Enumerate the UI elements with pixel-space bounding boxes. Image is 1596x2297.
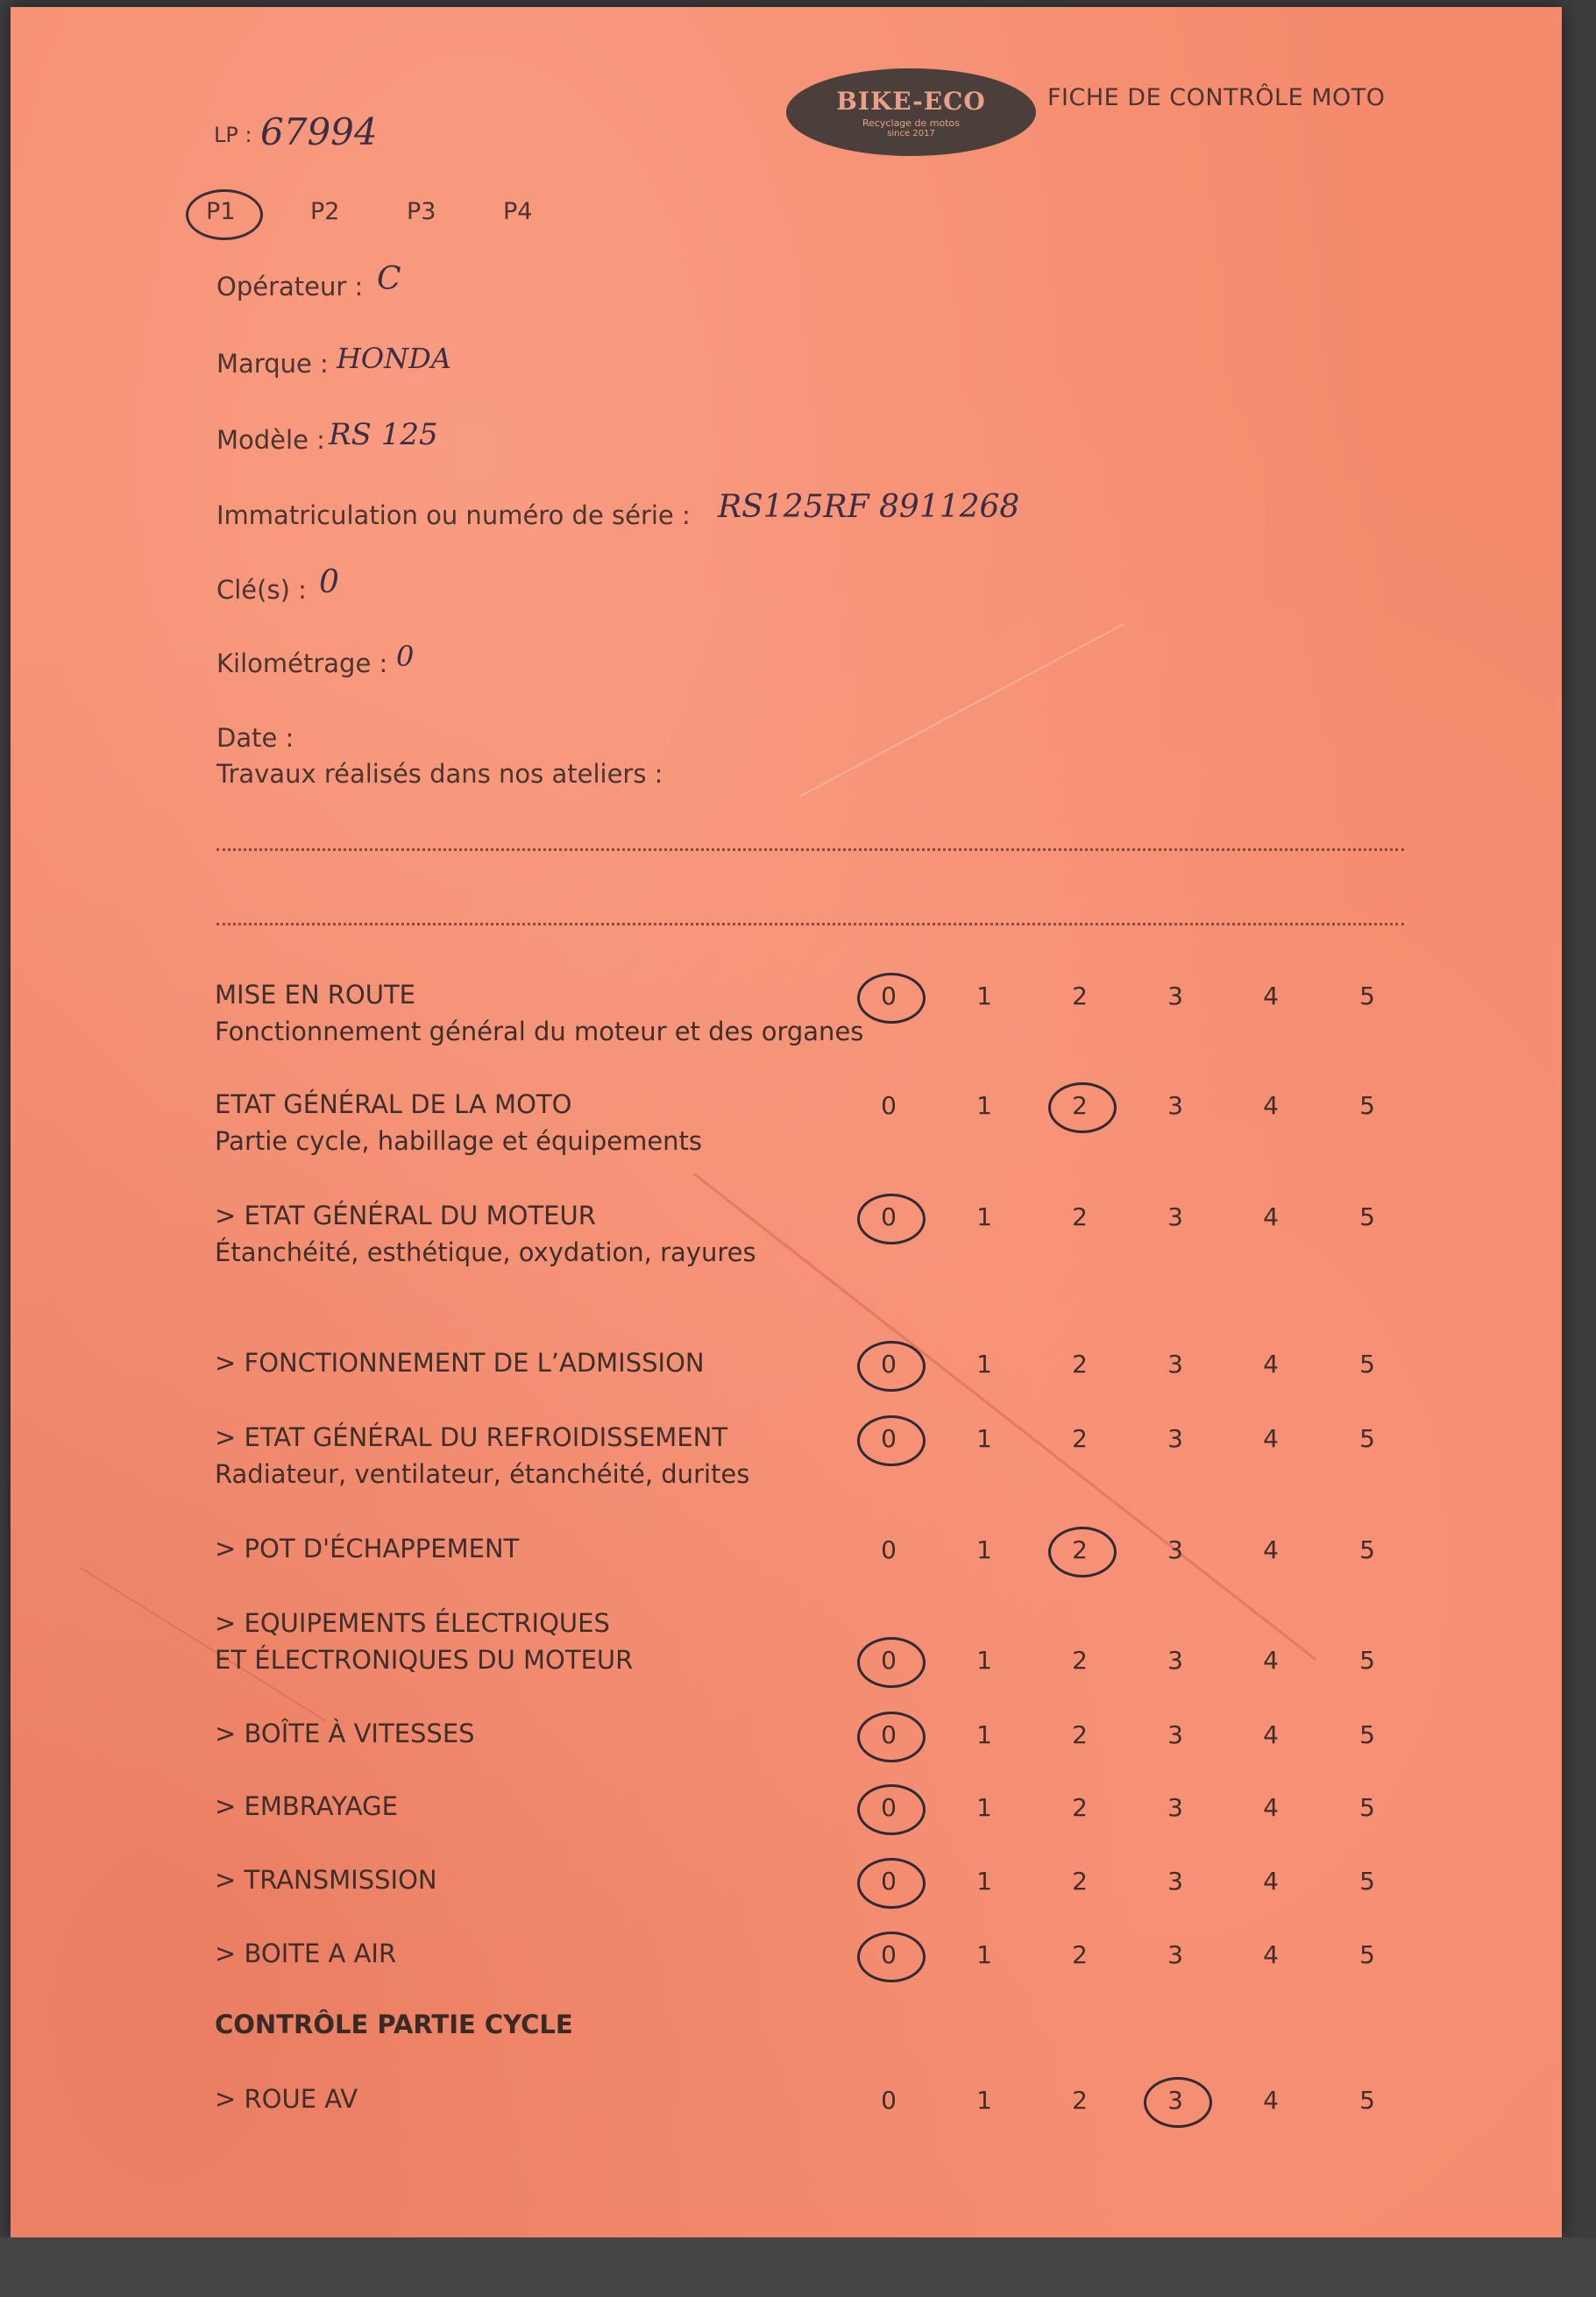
cles-value[interactable]: 0 [319,564,339,600]
date-label: Date : [216,723,294,753]
rating-row-score-2[interactable]: 2 [1072,1646,1088,1675]
rating-row-score-2[interactable]: 2 [1072,1091,1088,1120]
rating-row-title: ETAT GÉNÉRAL DE LA MOTO [215,1089,572,1119]
rating-row-score-1[interactable]: 1 [976,1940,992,1969]
modele-label: Modèle : [216,425,325,455]
rating-row-score-2[interactable]: 2 [1072,1940,1088,1969]
rating-row-score-2[interactable]: 2 [1072,1535,1088,1564]
rating-row-score-2[interactable]: 2 [1072,1793,1088,1822]
rating-row-title: > POT D'ÉCHAPPEMENT [215,1534,520,1563]
rating-row-subtitle: Radiateur, ventilateur, étanchéité, durites [215,1459,750,1489]
position-option-p4[interactable]: P4 [503,198,533,225]
rating-row-title: > EQUIPEMENTS ÉLECTRIQUES [215,1608,610,1638]
rating-row-score-2[interactable]: 2 [1072,1720,1088,1749]
rating-row-score-0[interactable]: 0 [881,1646,897,1675]
immatriculation-value[interactable]: RS125RF 8911268 [718,489,1020,525]
rating-row-selected-score-circle [857,1858,926,1909]
rating-row-score-1[interactable]: 1 [976,1350,992,1379]
travaux-label: Travaux réalisés dans nos ateliers : [216,759,663,789]
rating-row-selected-score-circle [857,1415,926,1466]
bike-eco-logo [786,68,1036,156]
immatriculation-label: Immatriculation ou numéro de série : [216,500,691,530]
rating-row-score-5[interactable]: 5 [1359,1940,1375,1969]
rating-row-score-5[interactable]: 5 [1359,1646,1375,1675]
rating-row-score-3[interactable]: 3 [1167,1940,1183,1969]
rating-row-title: > FONCTIONNEMENT DE L’ADMISSION [215,1348,705,1378]
rating-row-title: > ETAT GÉNÉRAL DU REFROIDISSEMENT [215,1422,728,1452]
rating-row-score-0[interactable]: 0 [881,1867,897,1896]
cycle-row-score-5[interactable]: 5 [1359,2086,1375,2115]
rating-row-score-4[interactable]: 4 [1263,1793,1279,1822]
cycle-row-score-4[interactable]: 4 [1263,2086,1279,2115]
rating-row-title: > TRANSMISSION [215,1865,437,1895]
rating-row-score-5[interactable]: 5 [1359,1424,1375,1453]
rating-row-score-1[interactable]: 1 [976,1646,992,1675]
cycle-row-score-1[interactable]: 1 [976,2086,992,2115]
rating-row-selected-score-circle [857,1194,926,1244]
position-option-p2[interactable]: P2 [310,198,340,225]
operateur-label: Opérateur : [216,272,364,301]
rating-row-score-3[interactable]: 3 [1167,1350,1183,1379]
modele-value[interactable]: RS 125 [329,417,438,452]
rating-row-score-0[interactable]: 0 [881,1535,897,1564]
position-option-p1[interactable]: P1 [206,198,236,225]
rating-row-selected-score-circle [857,1637,926,1688]
rating-row-score-4[interactable]: 4 [1263,1202,1279,1231]
cycle-row-selected-score-circle [1144,2077,1212,2128]
logo-tagline: Recyclage de motos [862,117,961,129]
rating-row-score-1[interactable]: 1 [976,1424,992,1453]
cles-label: Clé(s) : [216,575,307,605]
paper-crease [693,1173,1316,1660]
rating-row-score-2[interactable]: 2 [1072,1424,1088,1453]
rating-row-score-5[interactable]: 5 [1359,1867,1375,1896]
rating-row-score-3[interactable]: 3 [1167,1720,1183,1749]
rating-row-score-1[interactable]: 1 [976,1793,992,1822]
rating-row-score-5[interactable]: 5 [1359,1202,1375,1231]
rating-row-score-4[interactable]: 4 [1263,1535,1279,1564]
logo-since: since 2017 [887,128,935,138]
rating-row-score-5[interactable]: 5 [1359,1720,1375,1749]
rating-row-subtitle: ET ÉLECTRONIQUES DU MOTEUR [215,1645,634,1675]
rating-row-score-0[interactable]: 0 [881,1424,897,1453]
marque-value[interactable]: HONDA [337,342,451,375]
cycle-row-title: > ROUE AV [215,2084,358,2114]
rating-row-title: > BOITE A AIR [215,1939,397,1968]
rating-row-score-4[interactable]: 4 [1263,1091,1279,1120]
rating-row-score-1[interactable]: 1 [976,1720,992,1749]
rating-row-score-4[interactable]: 4 [1263,1940,1279,1969]
rating-row-title: > BOÎTE À VITESSES [215,1719,475,1748]
rating-row-score-2[interactable]: 2 [1072,1202,1088,1231]
rating-row-selected-score-circle [857,1784,926,1835]
rating-row-score-4[interactable]: 4 [1263,1720,1279,1749]
rating-row-score-5[interactable]: 5 [1359,982,1375,1010]
rating-row-selected-score-circle [857,1712,926,1762]
cycle-row-score-3[interactable]: 3 [1167,2086,1183,2115]
paper-crease [799,623,1125,798]
operateur-value[interactable]: C [377,261,401,297]
rating-row-score-1[interactable]: 1 [976,1202,992,1231]
rating-row-selected-score-circle [1048,1527,1117,1577]
position-option-p3[interactable]: P3 [407,198,436,225]
travaux-line-1[interactable] [216,848,1404,851]
rating-row-score-4[interactable]: 4 [1263,1350,1279,1379]
rating-row-score-4[interactable]: 4 [1263,1424,1279,1453]
rating-row-subtitle: Partie cycle, habillage et équipements [215,1126,703,1156]
travaux-line-2[interactable] [216,923,1404,925]
rating-row-subtitle: Étanchéité, esthétique, oxydation, rayures [215,1237,756,1267]
rating-row-title: > ETAT GÉNÉRAL DU MOTEUR [215,1201,596,1230]
rating-row-score-0[interactable]: 0 [881,1793,897,1822]
rating-row-selected-score-circle [857,1341,926,1392]
rating-row-score-3[interactable]: 3 [1167,1424,1183,1453]
rating-row-score-2[interactable]: 2 [1072,1867,1088,1896]
rating-row-score-2[interactable]: 2 [1072,982,1088,1010]
control-sheet [11,7,1562,2237]
rating-row-selected-score-circle [857,973,926,1024]
rating-row-selected-score-circle [1048,1082,1117,1133]
rating-row-title: > EMBRAYAGE [215,1791,398,1821]
logo-brand: BIKE-ECO [836,86,986,116]
cycle-row-score-2[interactable]: 2 [1072,2086,1088,2115]
kilometrage-value[interactable]: 0 [396,640,415,673]
rating-row-score-4[interactable]: 4 [1263,982,1279,1010]
rating-row-score-1[interactable]: 1 [976,982,992,1010]
rating-row-score-2[interactable]: 2 [1072,1350,1088,1379]
rating-row-score-5[interactable]: 5 [1359,1091,1375,1120]
kilometrage-label: Kilométrage : [216,649,388,678]
rating-row-score-5[interactable]: 5 [1359,1793,1375,1822]
cycle-row-score-0[interactable]: 0 [881,2086,897,2115]
rating-row-score-3[interactable]: 3 [1167,1646,1183,1675]
rating-row-score-1[interactable]: 1 [976,1867,992,1896]
rating-row-score-3[interactable]: 3 [1167,1867,1183,1896]
lp-value: 67994 [260,110,378,153]
rating-row-score-5[interactable]: 5 [1359,1350,1375,1379]
rating-row-score-1[interactable]: 1 [976,1535,992,1564]
lp-label: LP : [214,123,252,147]
rating-row-score-0[interactable]: 0 [881,1202,897,1231]
rating-row-score-3[interactable]: 3 [1167,1793,1183,1822]
rating-row-score-0[interactable]: 0 [881,982,897,1010]
rating-row-score-3[interactable]: 3 [1167,1202,1183,1231]
rating-row-score-3[interactable]: 3 [1167,982,1183,1010]
rating-row-score-0[interactable]: 0 [881,1720,897,1749]
rating-row-score-0[interactable]: 0 [881,1091,897,1120]
rating-row-score-5[interactable]: 5 [1359,1535,1375,1564]
rating-row-score-0[interactable]: 0 [881,1940,897,1969]
sheet-title: FICHE DE CONTRÔLE MOTO [1047,84,1386,111]
rating-row-score-0[interactable]: 0 [881,1350,897,1379]
rating-row-title: MISE EN ROUTE [215,980,415,1010]
section-heading-partie-cycle: CONTRÔLE PARTIE CYCLE [215,2010,573,2039]
rating-row-score-3[interactable]: 3 [1167,1091,1183,1120]
background-surface [0,2237,1596,2297]
rating-row-score-3[interactable]: 3 [1167,1535,1183,1564]
rating-row-selected-score-circle [857,1932,926,1982]
rating-row-score-1[interactable]: 1 [976,1091,992,1120]
rating-row-subtitle: Fonctionnement général du moteur et des organes [215,1017,864,1046]
rating-row-score-4[interactable]: 4 [1263,1867,1279,1896]
marque-label: Marque : [216,349,329,379]
rating-row-score-4[interactable]: 4 [1263,1646,1279,1675]
